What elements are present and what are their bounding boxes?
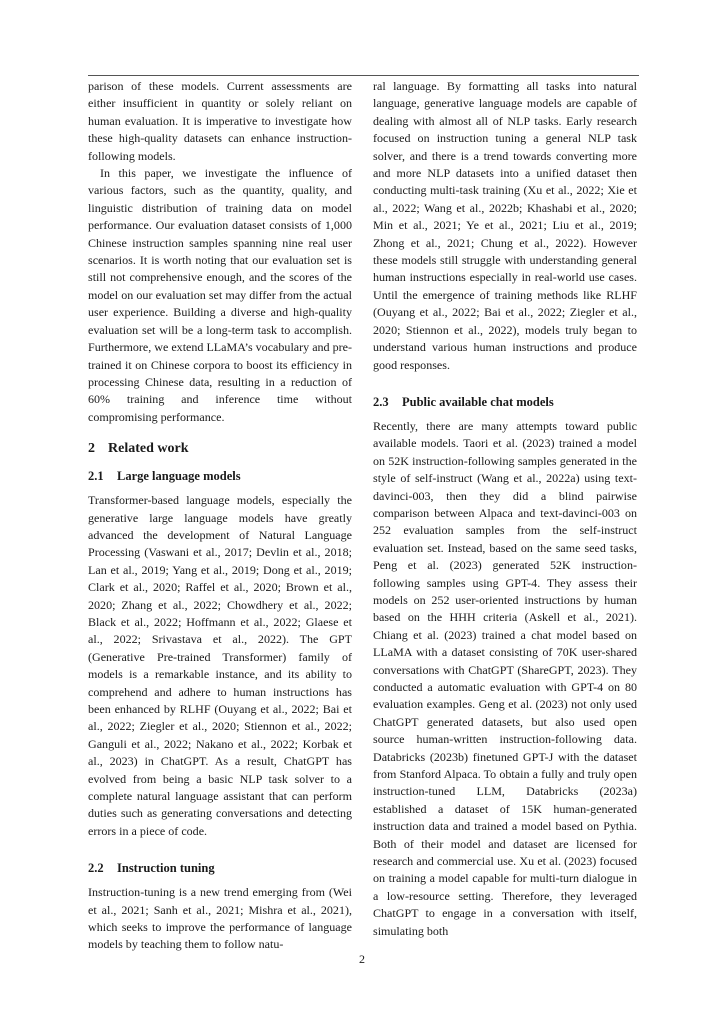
subsection-heading-instruction-tuning [88, 860, 352, 876]
subsection-heading-llm [88, 468, 352, 484]
paragraph-continued-right: ral language. By formatting all tasks into natural language, generative language models are capable of dealing with almost all of NLP tasks. Early research focused on instruction tuning a general NLP task solver, and there is a trend towards converting more and more NLP datasets into a unified dataset then conducting multi-task training (Xu et al., 2022; Xie et al., 2022; Wang et al., 2022b; Khashabi et al., 2020; Min et al., 2021; Ye et al., 2021; Liu et al., 2019; Zhong et al., 2021; Chung et al., 2022). However these models still struggle with understanding general human instructions especially in real-world use cases. Until the emergence of training methods like RLHF (Ouyang et al., 2022; Bai et al., 2022; Ziegler et al., 2020; Stiennon et al., 2022), models truly began to understand various human instructions and produce good responses. [373, 79, 637, 372]
right-column [373, 75, 637, 940]
subsection-number: 2.1 [88, 469, 104, 484]
subsection-title: Large language models [117, 469, 241, 484]
section-heading-related-work [88, 440, 352, 458]
subsection-number: 2.3 [373, 394, 389, 409]
paragraph-llm: Transformer-based language models, especially the generative large language models have greatly advanced the development of Natural Language Processing (Vaswani et al., 2017; Devlin et al., 2018; Lan et al., 2019; Yang et al., 2019; Dong et al., 2019; Clark et al., 2020; Raffel et al., 2020; Brown et al., 2020; Zhang et al., 2022; Chowdhery et al., 2022; Black et al., 2022; Hoffmann et al., 2022; Glaese et al., 2022; Srivastava et al., 2022). The GPT (Generative Pre-trained Transformer) family of models is a remarkable instance, and its ability to comprehend and adhere to human instructions has been enhanced by RLHF (Ouyang et al., 2022; Bai et al., 2022; Ziegler et al., 2020; Stiennon et al., 2022; Ganguli et al., 2022; Nakano et al., 2022; Korbak et al., 2023) in ChatGPT. As a result, ChatGPT has evolved from being a basic NLP task solver to a complete natural language assistant that can perform duties such as generating conversations and detecting errors in a piece of code. [88, 493, 352, 838]
subsection-title: Instruction tuning [117, 861, 215, 876]
subsection-title: Public available chat models [402, 394, 554, 409]
paragraph-chat-models: Recently, there are many attempts toward public available models. Taori et al. (2023) trained a model on 52K instruction-following samples generated in the style of self-instruct (Wang et al., 2022a) using text-davinci-003, then they did a blind pairwise comparison between Alpaca and text-davinci-003 on 252 evaluation samples from the self-instruct evaluation set. Instead, based on the same seed tasks, Peng et al. (2023) generated 52K instruction-following samples using GPT-4. They assess their models on 252 user-oriented instructions by human based on the HHH criteria (Askell et al., 2021). Chiang et al. (2023) trained a chat model based on LLaMA with a dataset consisting of 70K user-shared conversations with ChatGPT (ShareGPT, 2023). They conducted a automatic evaluation with GPT-4 on 80 evaluation examples. Geng et al. (2023) not only used ChatGPT generated datasets, but also used open source human-written instruction-following data. Databricks (2023b) finetuned GPT-J with the dataset from Stanford Alpaca. To obtain a fully and truly open instruction-tuned LLM, Databricks (2023a) established a dataset of 15K human-generated instruction data and trained a model based on Pythia. Both of their model and dataset are licensed for research and commercial use. Xu et al. (2023) focused on training a model capable for multi-turn dialogue in a low-resource setting. Therefore, they leveraged ChatGPT to engage in a conversation with itself, simulating both [373, 418, 637, 938]
paragraph-continued-left: parison of these models. Current assessments are either insufficient in quantity or solely reliant on human evaluation. It is imperative to investigate how these high-quality datasets can enhance instruction-following models. [88, 79, 352, 163]
paragraph-instruction-tuning: Instruction-tuning is a new trend emerging from (Wei et al., 2021; Sanh et al., 2021; Mishra et al., 2021), which seeks to improve the performance of language models by teaching them to follow natu- [88, 885, 352, 952]
section-number: 2 [88, 441, 95, 457]
subsection-heading-chat-models [373, 394, 637, 410]
section-title: Related work [108, 441, 189, 457]
subsection-number: 2.2 [88, 861, 104, 876]
page-number: 2 [359, 952, 365, 966]
left-column [88, 75, 352, 954]
paragraph-this-paper: In this paper, we investigate the influence of various factors, such as the quantity, quality, and linguistic distribution of training data on model performance. Our evaluation dataset consists of 1,000 Chinese instruction samples spanning nine real user scenarios. It is worth noting that our evaluation set is still not comprehensive enough, and the scores of the model on our evaluation set may differ from the actual user experience. Building a diverse and high-quality evaluation set will be a long-term task to accomplish. Furthermore, we extend LLaMA’s vocabulary and pre-trained it on Chinese corpora to boost its efficiency in processing Chinese data, resulting in a reduction of 60% training and inference time without compromising performance. [88, 166, 352, 424]
